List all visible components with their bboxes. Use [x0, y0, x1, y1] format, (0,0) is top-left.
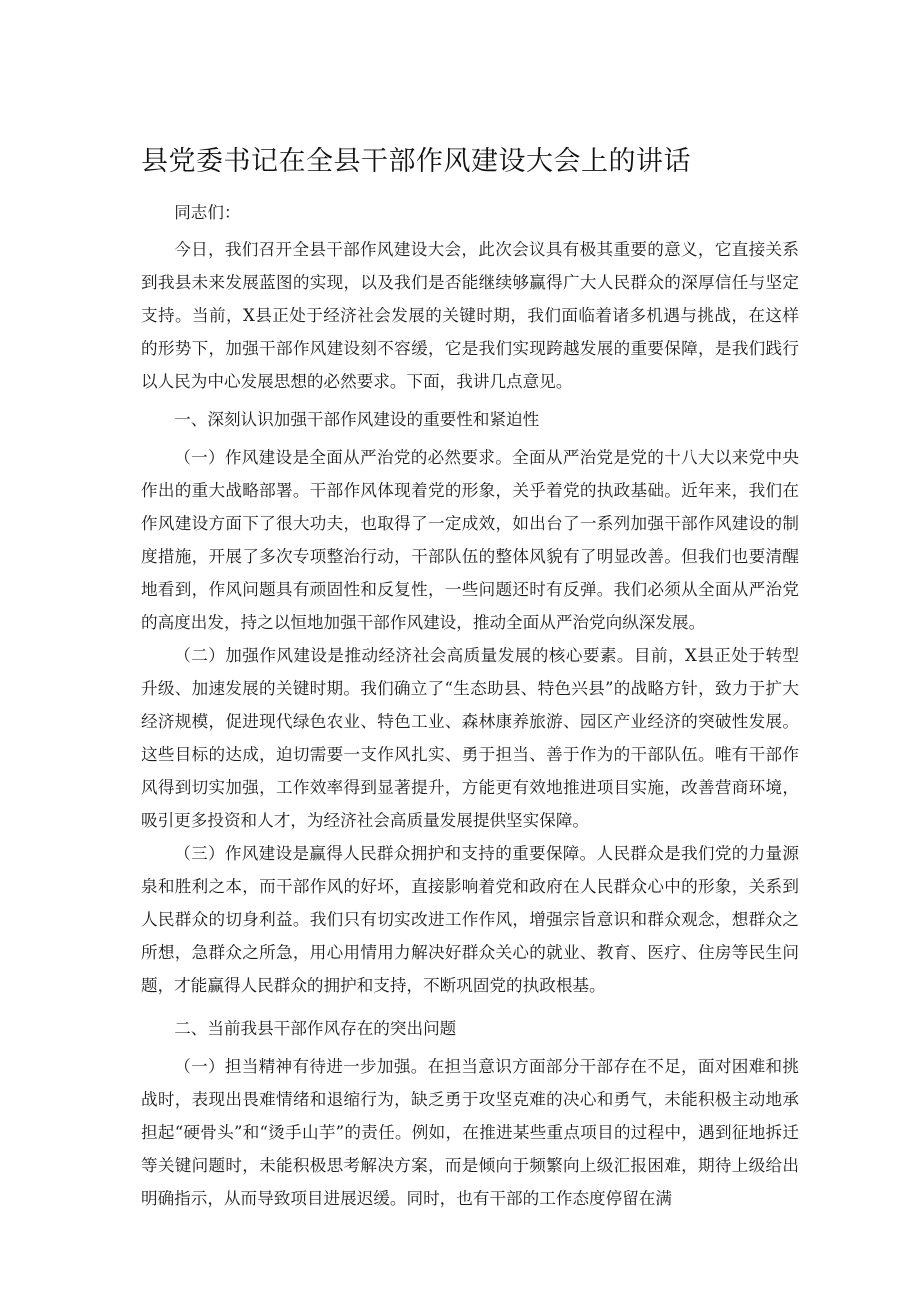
salutation: 同志们：	[174, 203, 241, 222]
paragraph-intro: 今日，我们召开全县干部作风建设大会，此次会议具有极其重要的意义，它直接关系到我县未来发展蓝图的实现，以及我们是否能继续够赢得广大人民群众的深厚信任与坚定支持。当前，X县正处于经济社会发展的关键时期，我们面临着诸多机遇与挑战，在这样的形势下，加强干部作风建设刻不容缓，它是我们实现跨越发展的重要保障，是我们践行以人民为中心发展思想的必然要求。下面，我讲几点意见。	[141, 240, 799, 391]
paragraph-1-3: （三）作风建设是赢得人民群众拥护和支持的重要保障。人民群众是我们党的力量源泉和胜利之本，而干部作风的好坏，直接影响着党和政府在人民群众心中的形象，关系到人民群众的切身利益。我们只有切实改进工作作风，增强宗旨意识和群众观念，想群众之所想，急群众之所急，用心用情用力解决好群众关心的就业、教育、医疗、住房等民生问题，才能赢得人民群众的拥护和支持，不断巩固党的执政根基。	[141, 844, 799, 995]
section-heading-1: 一、深刻认识加强干部作风建设的重要性和紧迫性	[174, 410, 540, 429]
paragraph-1-1: （一）作风建设是全面从严治党的必然要求。全面从严治党是党的十八大以来党中央作出的重大战略部署。干部作风体现着党的形象，关乎着党的执政基础。近年来，我们在作风建设方面下了很大功夫，也取得了一定成效，如出台了一系列加强干部作风建设的制度措施，开展了多次专项整治行动，干部队伍的整体风貌有了明显改善。但我们也要清醒地看到，作风问题具有顽固性和反复性，一些问题还时有反弹。我们必须从全面从严治党的高度出发，持之以恒地加强干部作风建设，推动全面从严治党向纵深发展。	[141, 448, 799, 632]
paragraph-1-2: （二）加强作风建设是推动经济社会高质量发展的核心要素。目前，X县正处于转型升级、加速发展的关键时期。我们确立了“生态助县、特色兴县”的战略方针，致力于扩大经济规模，促进现代绿色农业、特色工业、森林康养旅游、园区产业经济的突破性发展。这些目标的达成，迫切需要一支作风扎实、勇于担当、善于作为的干部队伍。唯有干部作风得到切实加强，工作效率得到显著提升，方能更有效地推进项目实施，改善营商环境，吸引更多投资和人才，为经济社会高质量发展提供坚实保障。	[141, 646, 799, 830]
document-title: 县党委书记在全县干部作风建设大会上的讲话	[141, 146, 691, 177]
section-heading-2: 二、当前我县干部作风存在的突出问题	[174, 1019, 457, 1038]
paragraph-2-1: （一）担当精神有待进一步加强。在担当意识方面部分干部存在不足，面对困难和挑战时，表现出畏难情绪和退缩行为，缺乏勇于攻坚克难的决心和勇气，未能积极主动地承担起“硬骨头”和“烫手山芋”的责任。例如，在推进某些重点项目的过程中，遇到征地拆迁等关键问题时，未能积极思考解决方案，而是倾向于频繁向上级汇报困难，期待上级给出明确指示，从而导致项目进展迟缓。同时，也有干部的工作态度停留在满	[141, 1057, 799, 1208]
document-body	[141, 196, 799, 1215]
